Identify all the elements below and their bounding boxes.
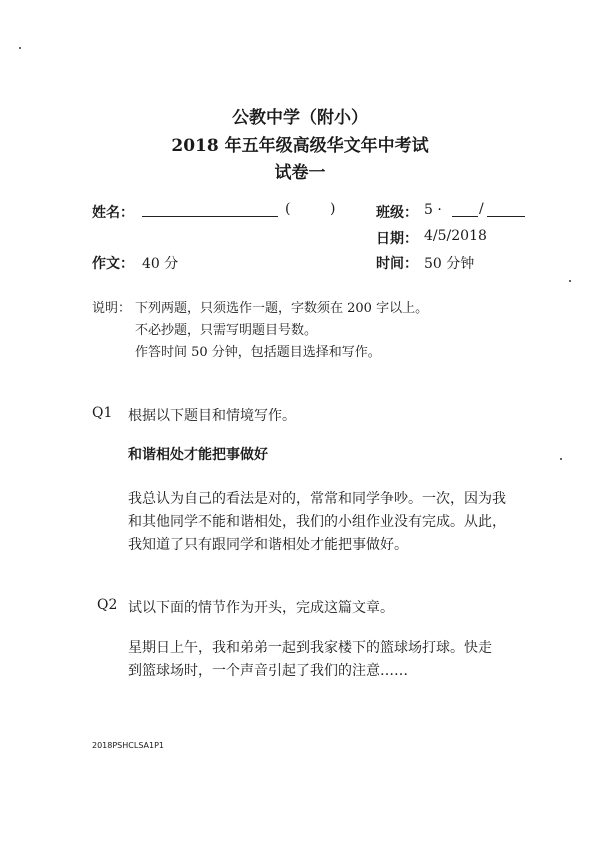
exam-title: 2018 年五年级高级华文年中考试 — [171, 136, 429, 156]
essay-label: 作文： — [92, 256, 134, 272]
q1-number: Q1 — [92, 405, 113, 421]
q2-text-line-2: 到篮球场时，一个声音引起了我们的注意…… — [128, 663, 408, 679]
class-slash: / — [479, 201, 484, 217]
paper-code: 2018PSHCLSA1P1 — [92, 741, 165, 750]
time-label: 时间： — [376, 256, 418, 272]
scan-speck — [19, 47, 21, 49]
instructions-line-2: 不必抄题，只需写明题目号数。 — [135, 323, 318, 338]
instructions-line-3: 作答时间 50 分钟，包括题目选择和写作。 — [135, 345, 381, 360]
date-label: 日期： — [376, 231, 418, 247]
paper-title: 试卷一 — [274, 163, 326, 183]
paren-close: ) — [330, 201, 336, 217]
q1-text-line-3: 我知道了只有跟同学和谐相处才能把事做好。 — [128, 537, 408, 553]
date-value: 4/5/2018 — [424, 228, 487, 244]
essay-marks: 40 分 — [142, 256, 179, 272]
q1-prompt: 根据以下题目和情境写作。 — [128, 408, 296, 424]
scan-speck — [569, 280, 571, 282]
class-value: 5 · — [424, 202, 442, 218]
q2-number: Q2 — [97, 597, 118, 613]
scan-speck — [560, 458, 562, 460]
q2-prompt: 试以下面的情节作为开头，完成这篇文章。 — [128, 600, 394, 616]
name-label: 姓名： — [92, 205, 134, 221]
class-blank-1[interactable] — [452, 202, 478, 221]
instructions-label: 说明： — [92, 301, 132, 316]
class-label: 班级： — [376, 205, 418, 221]
name-blank[interactable] — [142, 202, 278, 221]
q2-text-line-1: 星期日上午，我和弟弟一起到我家楼下的篮球场打球。快走 — [128, 640, 492, 656]
q1-text-line-2: 和其他同学不能和谐相处，我们的小组作业没有完成。从此， — [128, 514, 506, 530]
q1-text-line-1: 我总认为自己的看法是对的，常常和同学争吵。一次，因为我 — [128, 491, 506, 507]
class-blank-2[interactable] — [487, 202, 525, 221]
q1-title: 和谐相处才能把事做好 — [128, 447, 268, 463]
school-name: 公教中学（附小） — [232, 108, 368, 128]
time-value: 50 分钟 — [424, 256, 475, 272]
instructions-line-1: 下列两题，只须选作一题，字数须在 200 字以上。 — [135, 301, 429, 316]
paren-open: ( — [285, 201, 291, 217]
